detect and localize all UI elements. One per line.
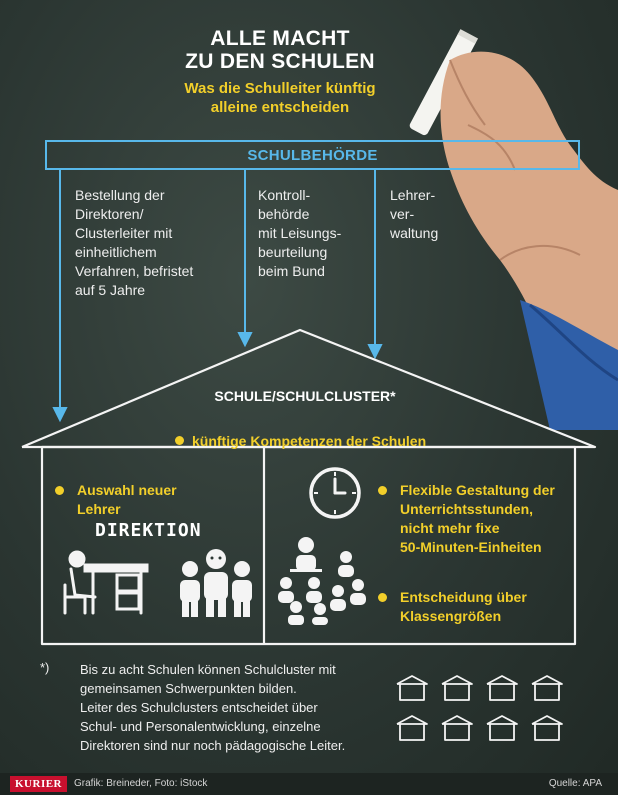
credit-text: Grafik: Breineder, Foto: iStock	[74, 778, 208, 789]
small-house-icon	[397, 676, 427, 700]
source-text: Quelle: APA	[548, 778, 602, 789]
duty-control-authority: Kontroll- behörde mit Leisungs- beurteilung beim Bund	[258, 187, 342, 279]
school-cluster-houses	[395, 672, 575, 752]
bullet-dot	[55, 486, 64, 495]
bullet-teacher-selection-text: Auswahl neuer Lehrer	[77, 482, 177, 517]
small-house-icon	[442, 676, 472, 700]
authority-label: SCHULBEHÖRDE	[247, 146, 378, 164]
direktion-label: DIREKTION	[95, 520, 202, 541]
page-title: ALLE MACHT	[210, 27, 350, 50]
competences-label	[175, 413, 455, 451]
bullet-flexible-lessons-text: Flexible Gestaltung der Unterrichtsstunden, nicht mehr fixe 50-Minuten-Einheiten	[400, 482, 555, 555]
page-subtitle-line2: alleine entscheiden	[210, 99, 350, 116]
bullet-flexible-lessons	[378, 462, 573, 576]
footnote-text: Bis zu acht Schulen können Schulcluster mit gemeinsamen Schwerpunkten bilden. Leiter des Schulclusters entscheidet über Schul- und Personalentwicklung, einzelne Direktoren sind nur noch pädagogische Leiter.	[80, 662, 346, 753]
small-house-icon	[487, 716, 517, 740]
school-cluster-label: SCHULE/SCHULCLUSTER*	[214, 388, 396, 404]
brand-logo: KURIER	[10, 776, 67, 792]
bullet-dot	[378, 593, 387, 602]
footnote-marker: *)	[40, 660, 50, 675]
bullet-class-size	[378, 569, 573, 645]
duty-teacher-administration: Lehrer- ver- waltung	[390, 187, 439, 241]
small-house-icon	[532, 716, 562, 740]
teacher-icon	[290, 537, 322, 572]
competences-text: künftige Kompetenzen der Schulen	[192, 433, 427, 449]
students-icon	[278, 551, 366, 625]
small-house-icon	[442, 716, 472, 740]
people-group-icon	[176, 545, 256, 620]
small-house-icon	[397, 716, 427, 740]
desk-icon	[55, 545, 155, 620]
classroom-icon	[276, 535, 371, 625]
clock-icon	[307, 465, 363, 521]
bullet-dot	[175, 436, 184, 445]
small-house-icon	[532, 676, 562, 700]
page-title-line2: ZU DEN SCHULEN	[185, 50, 375, 73]
small-house-icon	[487, 676, 517, 700]
page-subtitle: Was die Schulleiter künftig	[184, 80, 376, 97]
duty-appointment: Bestellung der Direktoren/ Clusterleiter mit einheitlichem Verfahren, befristet auf 5 Jahre	[75, 187, 194, 298]
bullet-class-size-text: Entscheidung über Klassengrößen	[400, 589, 527, 624]
bullet-dot	[378, 486, 387, 495]
